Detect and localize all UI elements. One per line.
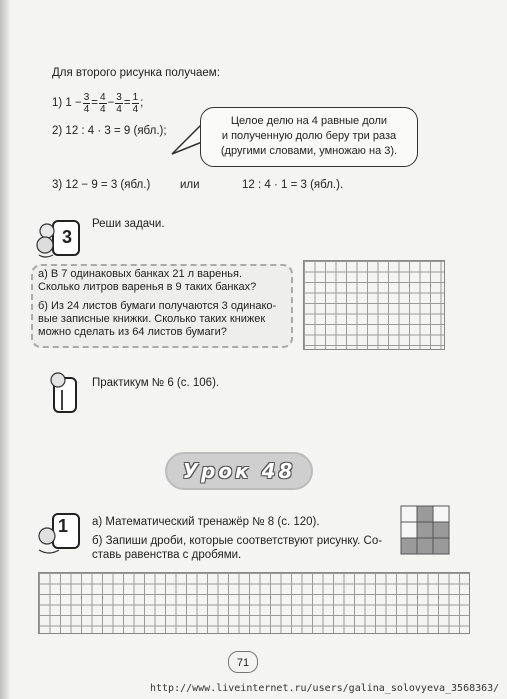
denominator: 4: [132, 103, 139, 115]
source-url-watermark: http://www.liveinternet.ru/users/galina_solovyeva_3568363/: [150, 683, 500, 694]
equation-line-1: [52, 88, 143, 118]
numerator: 3: [116, 91, 122, 103]
page-binding-shadow: [0, 0, 10, 699]
equation-line-3-left: 3) 12 − 9 = 3 (ябл.): [52, 179, 151, 191]
task-1-number: 1: [58, 516, 69, 536]
lesson-title: Урок 48: [182, 459, 296, 483]
eq1-prefix: 1) 1 −: [52, 97, 82, 109]
denominator: 4: [116, 103, 122, 115]
page-number: 71: [228, 651, 258, 673]
bubble-tail-icon: [170, 120, 204, 160]
equals-sign: =: [91, 97, 99, 109]
denominator: 4: [100, 103, 106, 115]
practicum-mouse-icon: [42, 370, 82, 416]
answer-grid-task-3[interactable]: [303, 260, 445, 350]
equation-line-3-right: 12 : 4 · 1 = 3 (ябл.).: [242, 179, 344, 191]
bubble-line-3: (другими словами, умножаю на 3).: [220, 145, 398, 157]
fraction-4-4: [99, 92, 107, 115]
task-1-part-b-line-1: б) Запиши дроби, которые соответствуют рисунку. Со-: [92, 535, 383, 547]
minus-sign: −: [107, 97, 115, 109]
task-1-part-b-line-2: ставь равенства с дробями.: [92, 549, 242, 561]
intro-text: Для второго рисунка получаем:: [52, 67, 220, 79]
task-3-title: Реши задачи.: [92, 218, 165, 230]
semicolon: ;: [140, 97, 144, 109]
fraction-1-4: [132, 92, 140, 115]
bubble-line-2: и полученную долю беру три раза: [221, 130, 397, 142]
fraction-3-4: [83, 92, 91, 115]
numerator: 1: [132, 91, 139, 103]
task-1-part-a: а) Математический тренажёр № 8 (с. 120).: [92, 516, 320, 528]
answer-grid-task-1[interactable]: [38, 572, 470, 634]
equals-sign: =: [123, 97, 131, 109]
problem-a-line-2: Сколько литров варенья в 9 таких банках?: [38, 281, 257, 293]
problem-b-line-3: можно сделать из 64 листов бумаги?: [38, 326, 227, 338]
fraction-3-4-b: [115, 92, 123, 115]
explanation-bubble: [200, 107, 418, 167]
problem-b-line-1: б) Из 24 листов бумаги получаются 3 одинако-: [38, 300, 277, 312]
practicum-text: Практикум № 6 (с. 106).: [92, 377, 220, 389]
equation-or-word: или: [180, 179, 200, 191]
equation-line-2: 2) 12 : 4 · 3 = 9 (ябл.);: [52, 125, 167, 137]
problem-a-line-1: а) В 7 одинаковых банках 21 л варенья.: [38, 268, 243, 280]
numerator: 3: [83, 91, 90, 103]
task-3-number: 3: [62, 227, 73, 247]
lesson-banner: [165, 452, 313, 490]
problem-b-line-2: вые записные книжки. Сколько таких книжек: [38, 313, 266, 325]
denominator: 4: [83, 103, 90, 115]
fraction-picture: [400, 505, 452, 557]
bubble-line-1: Целое делю на 4 равные доли: [230, 115, 388, 127]
task-3-mouse-icon: [35, 215, 81, 261]
numerator: 4: [100, 91, 106, 103]
